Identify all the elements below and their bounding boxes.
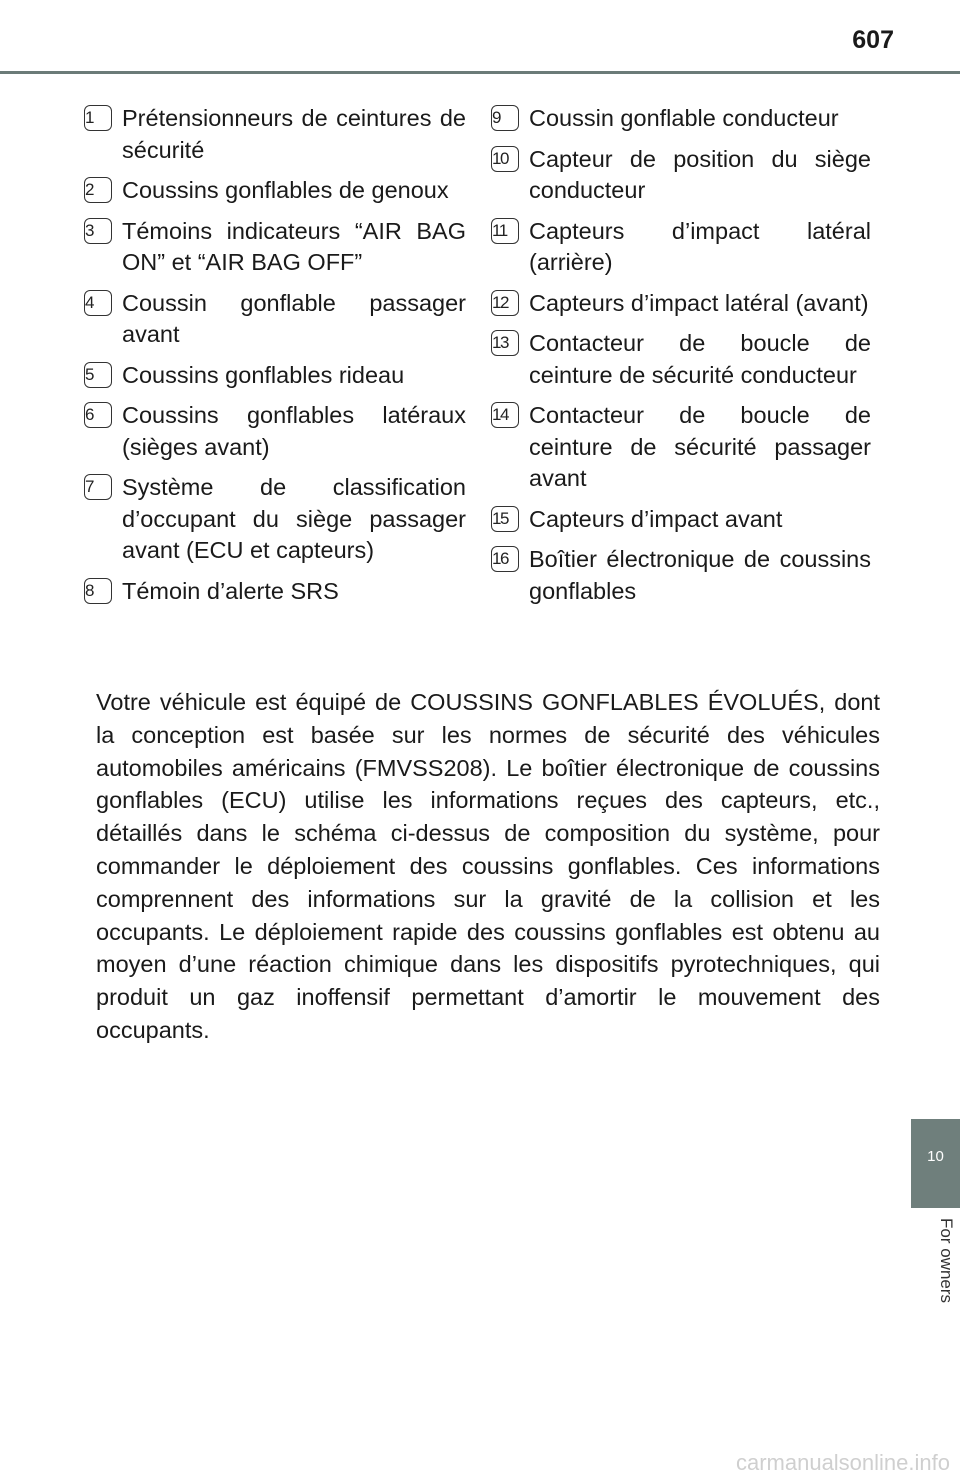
legend-column-right [491,103,871,616]
legend-item-text: Coussins gonflables rideau [122,361,405,388]
item-number-badge: 1 [84,105,112,131]
chapter-label: For owners [937,1218,956,1304]
legend-item-text: Boîtier électronique de coussins gonflables [529,546,871,604]
watermark: carmanualsonline.info [735,1450,950,1475]
legend-item [84,288,466,351]
item-number-badge: 15 [491,506,519,532]
item-number-badge: 10 [491,146,519,172]
legend-item [491,328,871,391]
legend-item-text: Coussins gonflables de genoux [122,177,449,203]
header-divider [0,71,960,74]
body-paragraph: Votre véhicule est équipé de COUSSINS GONFLABLES ÉVOLUÉS, dont la conception est basée sur les normes de sécurité des véhicules automobiles américains (FMVSS208). Le boîtier électronique de coussins gonflables (ECU) utilise les informations reçues des capteurs, etc., détaillés dans le schéma ci-dessus de composition du système, pour commander le déploiement des coussins gonflables. Ces informations comprennent des informations sur la gravité de la collision et les occupants. Le déploiement rapide des coussins gonflables est obtenu au moyen d’une réaction chimique dans les dispositifs pyrotechniques, qui produit un gaz inoffensif permettant d’amortir le mouvement des occupants. [96,689,880,1043]
legend-item [491,216,871,279]
legend-column-left [84,103,466,616]
item-number-badge: 3 [84,218,112,244]
item-number-badge: 14 [491,402,519,428]
legend-item-text: Capteurs d’impact avant [529,505,783,532]
legend-item-text: Témoin d’alerte SRS [122,577,339,604]
legend-item [491,288,871,320]
page-number: 607 [852,26,894,54]
legend-item [84,400,466,463]
legend-item-text: Témoins indicateurs “AIR BAG ON” et “AIR BAG OFF” [122,217,466,275]
legend-item [491,103,871,135]
item-number-badge: 6 [84,402,112,428]
legend-item [84,216,466,279]
item-number-badge: 2 [84,177,112,203]
legend-item-text: Système de classification d’occupant du siège passager avant (ECU et capteurs) [122,474,466,563]
legend-item [491,144,871,207]
legend-item-text: Prétensionneurs de ceintures de sécurité [122,105,466,163]
legend-item [84,175,466,207]
item-number-badge: 13 [491,330,519,356]
item-number-badge: 4 [84,290,112,316]
item-number-badge: 7 [84,474,112,500]
legend-item [84,103,466,166]
item-number-badge: 11 [491,218,519,244]
item-number-badge: 9 [491,105,519,131]
legend-item-text: Contacteur de boucle de ceinture de sécurité passager avant [529,402,871,491]
legend-item-text: Coussin gonflable passager avant [122,289,466,347]
item-number-badge: 5 [84,362,112,388]
chapter-tab[interactable]: 10 [911,1119,960,1208]
legend-item-text: Capteurs d’impact latéral (arrière) [529,217,871,275]
legend-item-text: Coussin gonflable conducteur [529,105,839,131]
item-number-badge: 8 [84,578,112,604]
legend-item-text: Capteurs d’impact latéral (avant) [529,289,869,316]
legend-item [84,472,466,567]
legend-item [491,400,871,495]
legend-item [84,360,466,392]
item-number-badge: 12 [491,290,519,316]
legend-item-text: Capteur de position du siège conducteur [529,145,871,203]
legend-item-text: Coussins gonflables latéraux (sièges avant) [122,402,466,460]
legend-item [84,576,466,608]
legend-item [491,544,871,607]
item-number-badge: 16 [491,546,519,572]
legend-item [491,504,871,536]
legend-item-text: Contacteur de boucle de ceinture de sécurité conducteur [529,330,871,388]
